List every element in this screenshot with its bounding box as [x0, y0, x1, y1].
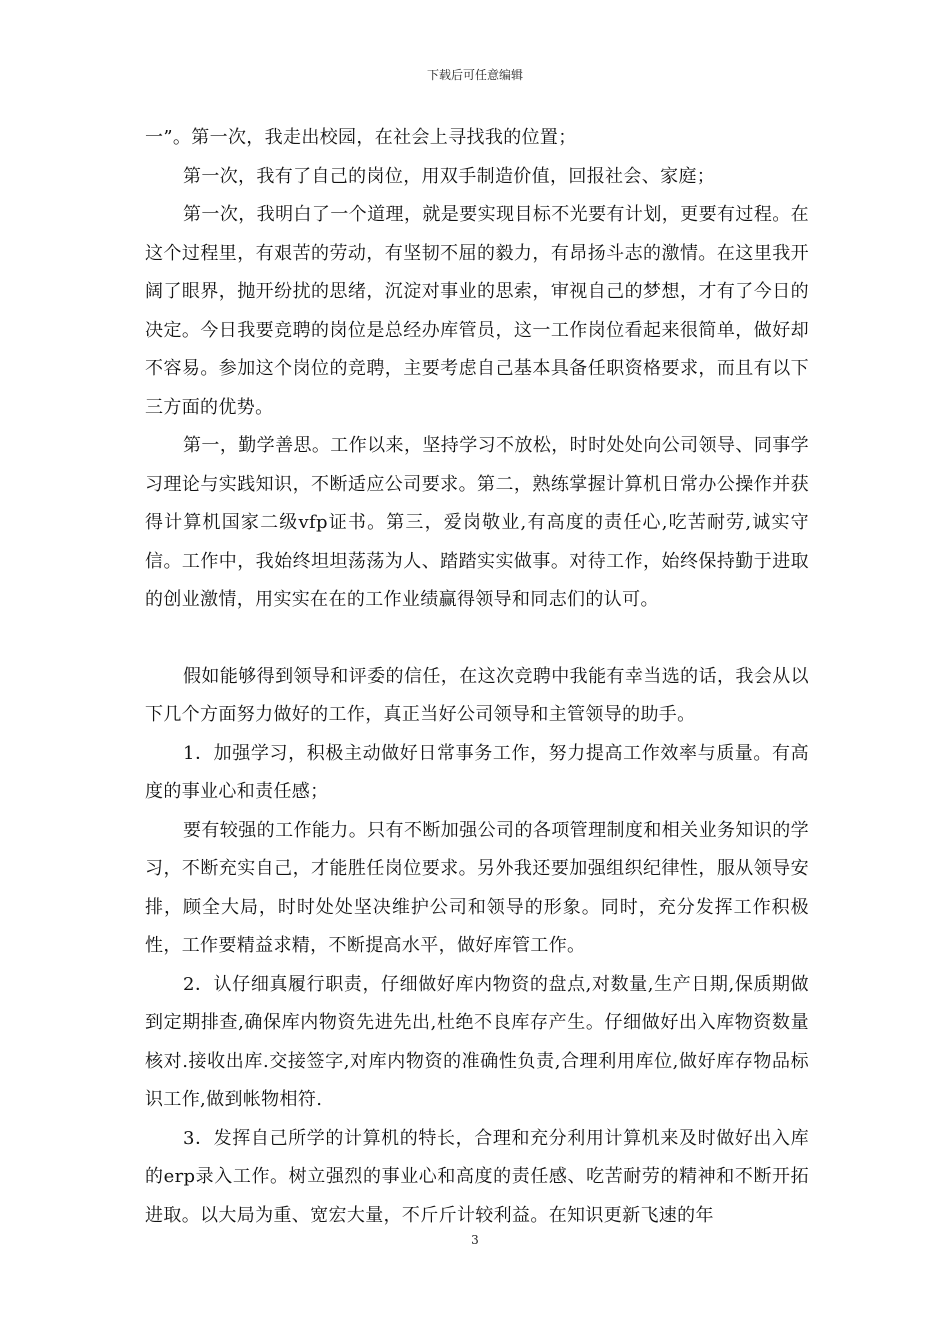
paragraph: 第一次，我有了自己的岗位，用双手制造价值，回报社会、家庭；	[183, 165, 716, 187]
paragraph-spacer	[145, 620, 809, 658]
page-header: 下载后可任意编辑	[426, 68, 523, 82]
document-body	[145, 119, 809, 1235]
list-item: 2．认仔细真履行职责，仔细做好库内物资的盘点,对数量,生产日期,保质期做到定期排查,确保库内物资先进先出,杜绝不良库存产生。仔细做好出入库物资数量核对.接收出库.交接签字,对库内物资的准确性负责,合理利用库位,做好库存物品标识工作,做到帐物相符.	[145, 973, 809, 1110]
page-number: 3	[471, 1233, 479, 1247]
paragraph: 第一，勤学善思。工作以来，坚持学习不放松，时时处处向公司领导、同事学习理论与实践知识，不断适应公司要求。第二，熟练掌握计算机日常办公操作并获得计算机国家二级vfp证书。第三，爱岗敬业,有高度的责任心,吃苦耐劳,诚实守信。工作中，我始终坦坦荡荡为人、踏踏实实做事。对待工作，始终保持勤于进取的创业激情，用实实在在的工作业绩赢得领导和同志们的认可。	[145, 435, 809, 610]
paragraph: 一”。第一次，我走出校园，在社会上寻找我的位置；	[145, 127, 577, 148]
paragraph: 假如能够得到领导和评委的信任，在这次竞聘中我能有幸当选的话，我会从以下几个方面努力做好的工作，真正当好公司领导和主管领导的助手。	[145, 665, 809, 725]
list-item: 1．加强学习，积极主动做好日常事务工作，努力提高工作效率与质量。有高度的事业心和责任感；	[145, 742, 809, 802]
paragraph: 第一次，我明白了一个道理，就是要实现目标不光要有计划，更要有过程。在这个过程里，有艰苦的劳动，有坚韧不屈的毅力，有昂扬斗志的激情。在这里我开阔了眼界，抛开纷扰的思绪，沉淀对事业的思索，审视自己的梦想，才有了今日的决定。今日我要竞聘的岗位是总经办库管员，这一工作岗位看起来很简单，做好却不容易。参加这个岗位的竞聘，主要考虑自己基本具备任职资格要求，而且有以下三方面的优势。	[145, 204, 809, 418]
list-item: 3．发挥自己所学的计算机的特长，合理和充分利用计算机来及时做好出入库的erp录入工作。树立强烈的事业心和高度的责任感、吃苦耐劳的精神和不断开拓进取。以大局为重、宽宏大量，不斤斤计较利益。在知识更新飞速的年	[145, 1127, 809, 1226]
paragraph: 要有较强的工作能力。只有不断加强公司的各项管理制度和相关业务知识的学习，不断充实自己，才能胜任岗位要求。另外我还要加强组织纪律性，服从领导安排，顾全大局，时时处处坚决维护公司和领导的形象。同时，充分发挥工作积极性，工作要精益求精，不断提高水平，做好库管工作。	[145, 819, 809, 956]
